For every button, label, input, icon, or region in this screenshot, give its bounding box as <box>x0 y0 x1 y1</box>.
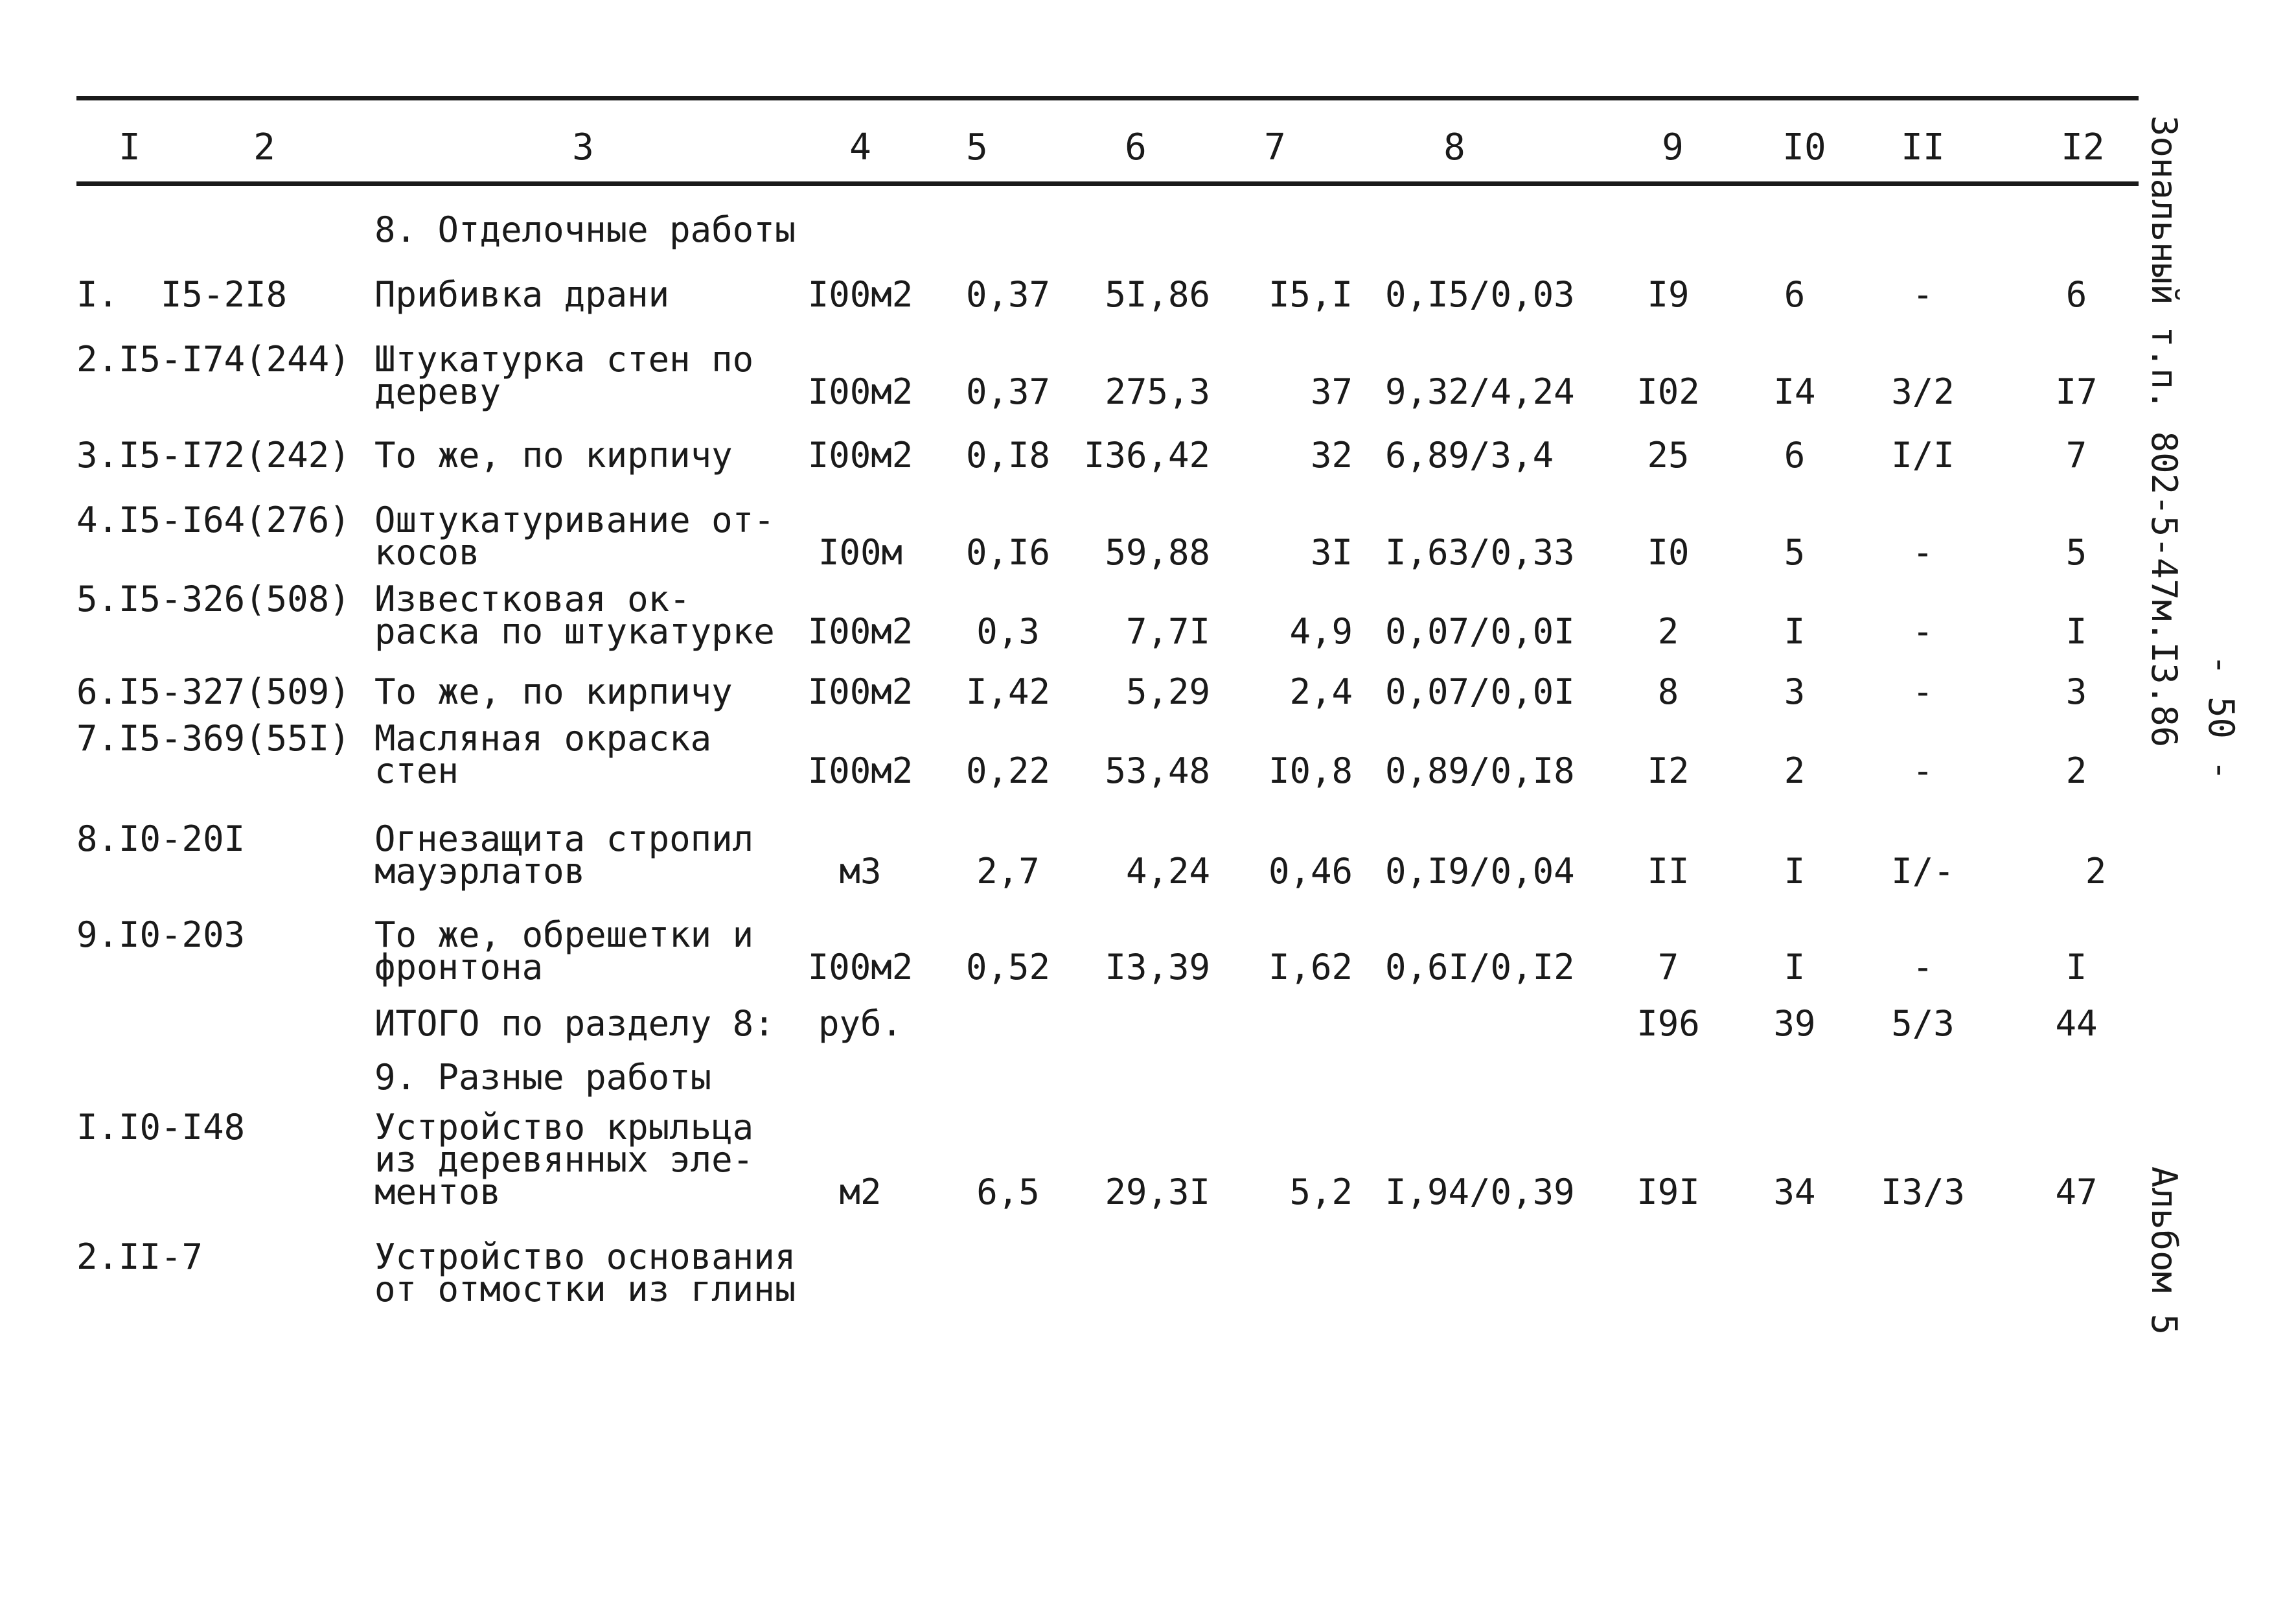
row-value-c10: 6 <box>1784 274 1806 315</box>
row-name: То же, по кирпичу <box>374 671 733 712</box>
row-name: То же, по кирпичу <box>374 435 733 476</box>
section-title-8: 8. Отделочные работы <box>374 209 796 250</box>
col-header: I0 <box>1782 126 1826 168</box>
row-value-c10: I <box>1784 947 1806 988</box>
row-code: 4.I5-I64(276) <box>76 500 350 540</box>
row-unit: руб. <box>818 1003 903 1044</box>
row-value-c9: I96 <box>1636 1003 1700 1044</box>
col-header: 3 <box>572 126 594 168</box>
row-name: Прибивка драни <box>374 274 670 315</box>
row-code: I.I0-I48 <box>76 1107 246 1148</box>
row-value-c12: 47 <box>2055 1172 2098 1212</box>
row-value-c6: 53,48 <box>1105 750 1210 791</box>
row-value-c9: I9 <box>1647 274 1690 315</box>
row-name: Устройство крыльца из деревянных эле- ментов <box>374 1107 754 1212</box>
row-value-c7: 0,46 <box>1268 851 1353 892</box>
row-value-c8: I,94/0,39 <box>1385 1172 1575 1212</box>
row-value-c5: 0,I6 <box>965 532 1051 573</box>
row-value-c12: 7 <box>2065 435 2087 476</box>
row-code: 3.I5-I72(242) <box>76 435 350 476</box>
row-value-c11: I/- <box>1891 851 1955 892</box>
section-title-9: 9. Разные работы <box>374 1057 712 1098</box>
col-header: 5 <box>966 126 988 168</box>
row-value-c11: - <box>1912 274 1934 315</box>
row-code: 7.I5-369(55I) <box>76 718 350 759</box>
row-value-c5: 6,5 <box>976 1172 1040 1212</box>
row-value-c8: I,63/0,33 <box>1385 532 1575 573</box>
row-value-c12: I <box>2065 611 2087 652</box>
row-name: Огнезащита стропил мауэрлатов <box>374 818 754 892</box>
col-header: 7 <box>1264 126 1286 168</box>
row-value-c10: 6 <box>1784 435 1806 476</box>
row-value-c12: I <box>2065 947 2087 988</box>
row-value-c5: 2,7 <box>976 851 1040 892</box>
row-unit: I00м2 <box>807 274 913 315</box>
row-value-c6: I36,42 <box>1083 435 1210 476</box>
row-unit: м2 <box>839 1172 882 1212</box>
row-name: То же, обрешетки и фронтона <box>374 914 754 988</box>
col-header: 9 <box>1662 126 1684 168</box>
row-code: 8.I0-20I <box>76 818 246 859</box>
row-name: Оштукатуривание от- косов <box>374 500 775 573</box>
row-value-c10: I4 <box>1773 371 1816 412</box>
row-value-c12: 44 <box>2055 1003 2098 1044</box>
row-value-c7: 5,2 <box>1289 1172 1353 1212</box>
row-code: 5.I5-326(508) <box>76 579 350 619</box>
row-value-c12: 6 <box>2065 274 2087 315</box>
row-value-c7: 32 <box>1310 435 1353 476</box>
row-unit: I00м2 <box>807 371 913 412</box>
row-value-c5: I,42 <box>965 671 1051 712</box>
row-value-c8: 0,89/0,I8 <box>1385 750 1575 791</box>
row-value-c11: - <box>1912 750 1934 791</box>
row-value-c7: 2,4 <box>1289 671 1353 712</box>
row-value-c11: - <box>1912 947 1934 988</box>
row-value-c7: I,62 <box>1268 947 1353 988</box>
row-value-c9: I02 <box>1636 371 1700 412</box>
row-value-c10: I <box>1784 851 1806 892</box>
row-value-c6: 5I,86 <box>1105 274 1210 315</box>
row-unit: I00м2 <box>807 671 913 712</box>
row-value-c5: 0,I8 <box>965 435 1051 476</box>
row-value-c9: II <box>1647 851 1690 892</box>
row-value-c10: 3 <box>1784 671 1806 712</box>
row-value-c7: 4,9 <box>1289 611 1353 652</box>
row-value-c12: 2 <box>2085 851 2107 892</box>
row-value-c12: 2 <box>2065 750 2087 791</box>
row-value-c9: 2 <box>1657 611 1679 652</box>
row-unit: I00м2 <box>807 435 913 476</box>
row-unit: м3 <box>839 851 882 892</box>
row-value-c5: 0,52 <box>965 947 1051 988</box>
doc-ref: Зональный т.п. 802-5-47м.I3.86 <box>2144 115 2185 748</box>
row-code: 9.I0-203 <box>76 914 246 955</box>
header-rule <box>76 181 2139 186</box>
row-unit: I00м2 <box>807 750 913 791</box>
row-value-c11: - <box>1912 611 1934 652</box>
row-value-c11: - <box>1912 532 1934 573</box>
row-unit: I00м <box>818 532 903 573</box>
row-value-c6: 59,88 <box>1105 532 1210 573</box>
row-value-c5: 0,37 <box>965 371 1051 412</box>
row-value-c11: I3/3 <box>1880 1172 1966 1212</box>
col-header: 8 <box>1443 126 1465 168</box>
row-value-c10: 2 <box>1784 750 1806 791</box>
row-value-c6: 275,3 <box>1105 371 1210 412</box>
row-name: Устройство основания от отмостки из глины <box>374 1236 796 1310</box>
row-value-c11: - <box>1912 671 1934 712</box>
row-value-c12: 5 <box>2065 532 2087 573</box>
row-value-c8: 0,07/0,0I <box>1385 611 1575 652</box>
row-value-c5: 0,22 <box>965 750 1051 791</box>
row-name: Масляная окраска стен <box>374 718 712 791</box>
row-value-c8: 0,I5/0,03 <box>1385 274 1575 315</box>
row-name: Известковая ок- раска по штукатурке <box>374 579 775 652</box>
col-header: 6 <box>1125 126 1147 168</box>
row-value-c6: 4,24 <box>1125 851 1210 892</box>
col-header: I2 <box>2061 126 2105 168</box>
row-name: ИТОГО по разделу 8: <box>374 1003 775 1044</box>
col-header: 2 <box>253 126 275 168</box>
row-value-c9: 25 <box>1647 435 1690 476</box>
row-value-c10: I <box>1784 611 1806 652</box>
row-value-c6: 29,3I <box>1105 1172 1210 1212</box>
row-name: Штукатурка стен по дереву <box>374 339 754 412</box>
row-code: 6.I5-327(509) <box>76 671 350 712</box>
row-value-c7: 3I <box>1310 532 1353 573</box>
row-value-c8: 0,I9/0,04 <box>1385 851 1575 892</box>
row-value-c9: I0 <box>1647 532 1690 573</box>
row-value-c5: 0,3 <box>976 611 1040 652</box>
row-value-c5: 0,37 <box>965 274 1051 315</box>
row-value-c12: I7 <box>2055 371 2098 412</box>
col-header: 4 <box>849 126 871 168</box>
row-value-c8: 6,89/3,4 <box>1385 435 1554 476</box>
row-value-c7: 37 <box>1310 371 1353 412</box>
row-code: 2.I5-I74(244) <box>76 339 350 380</box>
col-header: II <box>1901 126 1945 168</box>
row-value-c10: 5 <box>1784 532 1806 573</box>
top-rule <box>76 96 2139 100</box>
row-value-c10: 39 <box>1773 1003 1816 1044</box>
row-value-c11: I/I <box>1891 435 1955 476</box>
row-value-c9: I2 <box>1647 750 1690 791</box>
row-code: I. I5-2I8 <box>76 274 288 315</box>
row-value-c10: 34 <box>1773 1172 1816 1212</box>
row-value-c6: 7,7I <box>1125 611 1210 652</box>
row-value-c11: 3/2 <box>1891 371 1955 412</box>
page-number: - 50 - <box>2201 654 2242 781</box>
row-value-c9: I9I <box>1636 1172 1700 1212</box>
row-value-c12: 3 <box>2065 671 2087 712</box>
row-unit: I00м2 <box>807 611 913 652</box>
col-header: I <box>119 126 141 168</box>
row-value-c8: 0,07/0,0I <box>1385 671 1575 712</box>
row-unit: I00м2 <box>807 947 913 988</box>
row-value-c6: 5,29 <box>1125 671 1210 712</box>
row-value-c7: I0,8 <box>1268 750 1353 791</box>
row-value-c9: 8 <box>1657 671 1679 712</box>
row-value-c6: I3,39 <box>1105 947 1210 988</box>
row-value-c7: I5,I <box>1268 274 1353 315</box>
row-value-c8: 0,6I/0,I2 <box>1385 947 1575 988</box>
row-code: 2.II-7 <box>76 1236 203 1277</box>
row-value-c9: 7 <box>1657 947 1679 988</box>
row-value-c8: 9,32/4,24 <box>1385 371 1575 412</box>
album-label: Альбом 5 <box>2144 1166 2185 1335</box>
row-value-c11: 5/3 <box>1891 1003 1955 1044</box>
